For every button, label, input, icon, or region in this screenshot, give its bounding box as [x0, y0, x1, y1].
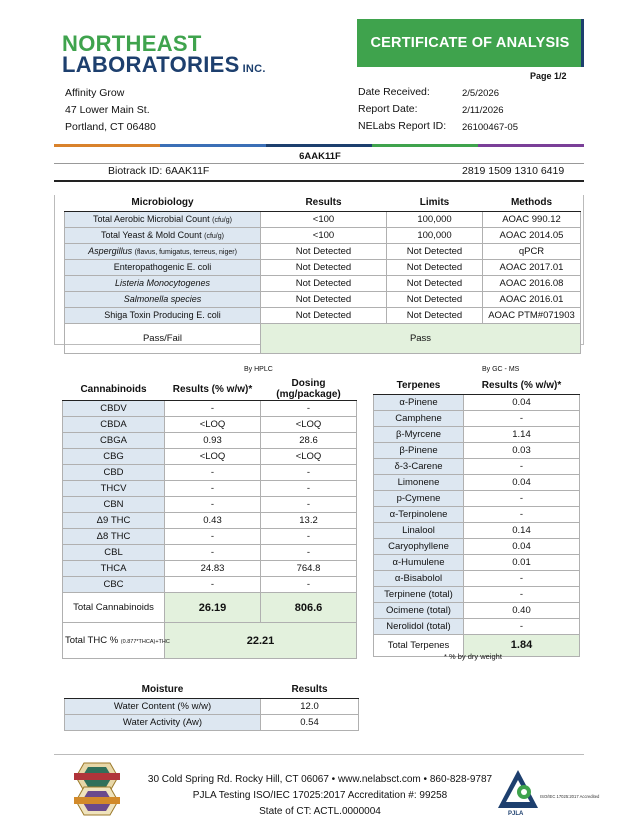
cannabinoid-dosing: - — [261, 545, 357, 561]
divider — [54, 163, 584, 164]
micro-result: Not Detected — [261, 275, 387, 291]
terpene-row — [374, 458, 580, 474]
cannabinoid-name: CBG — [63, 449, 165, 465]
cannabinoid-result: 0.93 — [165, 433, 261, 449]
microbiology-table — [64, 195, 581, 354]
biotrack-label: Biotrack ID: — [108, 165, 163, 177]
terpene-name: α-Pinene — [374, 394, 464, 410]
client-address-line2: Portland, CT 06480 — [65, 121, 156, 133]
micro-row — [65, 291, 581, 307]
cannabinoid-result: - — [165, 577, 261, 593]
terp-header-name: Terpenes — [374, 378, 464, 394]
cannabinoid-name: CBC — [63, 577, 165, 593]
canna-header-dosing: Dosing (mg/package) — [261, 378, 357, 401]
micro-test-label: Enteropathogenic E. coli — [113, 262, 212, 272]
biotrack-value: 6AAK11F — [165, 165, 210, 177]
micro-limit: Not Detected — [387, 307, 483, 323]
micro-method: AOAC 2014.05 — [483, 227, 581, 243]
micro-test-label: Total Yeast & Mold Count — [101, 230, 202, 240]
cannabinoid-name: CBDA — [63, 417, 165, 433]
cannabinoid-row — [63, 561, 357, 577]
micro-result: Not Detected — [261, 243, 387, 259]
page-number: Page 1/2 — [530, 71, 567, 81]
hplc-note: By HPLC — [244, 366, 273, 373]
pjla-logo-icon — [494, 768, 600, 817]
micro-method: AOAC 2017.01 — [483, 259, 581, 275]
micro-header-methods: Methods — [483, 195, 581, 211]
cannabinoid-dosing: <LOQ — [261, 449, 357, 465]
dry-weight-note: * % by dry weight — [444, 652, 502, 661]
micro-limit: Not Detected — [387, 291, 483, 307]
cannabinoid-result: - — [165, 465, 261, 481]
total-cannabinoids-label: Total Cannabinoids — [63, 593, 165, 623]
cannabinoid-dosing: - — [261, 401, 357, 417]
cannabinoid-row — [63, 577, 357, 593]
terpene-result: 0.04 — [464, 394, 580, 410]
cannabinoid-name: THCA — [63, 561, 165, 577]
micro-limit: 100,000 — [387, 227, 483, 243]
terpene-row — [374, 410, 580, 426]
micro-test-unit: (cfu/g) — [212, 217, 232, 224]
micro-test-name — [65, 291, 261, 307]
micro-test-label: Shiga Toxin Producing E. coli — [104, 310, 221, 320]
micro-row — [65, 307, 581, 323]
terpene-result: - — [464, 458, 580, 474]
moisture-header-name: Moisture — [65, 682, 261, 698]
cannabinoid-dosing: 13.2 — [261, 513, 357, 529]
micro-row — [65, 275, 581, 291]
report-meta-labels — [358, 84, 446, 135]
terpene-name: p-Cymene — [374, 490, 464, 506]
micro-result: Not Detected — [261, 291, 387, 307]
moisture-table — [64, 682, 359, 731]
total-cannabinoids-result: 26.19 — [165, 593, 261, 623]
cannabinoid-name: CBGA — [63, 433, 165, 449]
total-terpenes-value: 1.84 — [464, 634, 580, 656]
cannabinoid-name: Δ8 THC — [63, 529, 165, 545]
total-thc-value: 22.21 — [165, 623, 357, 659]
cannabinoid-dosing: - — [261, 497, 357, 513]
micro-limit: Not Detected — [387, 259, 483, 275]
cannabinoid-result: 0.43 — [165, 513, 261, 529]
iso-text: ISO/IEC 17025:2017 Accredited — [540, 794, 600, 799]
cannabinoid-name: CBL — [63, 545, 165, 561]
micro-header-results: Results — [261, 195, 387, 211]
micro-row — [65, 227, 581, 243]
cannabinoid-row — [63, 481, 357, 497]
biotrack-id — [108, 165, 209, 177]
micro-test-label: Listeria Monocytogenes — [114, 278, 211, 288]
cannabinoid-dosing: - — [261, 481, 357, 497]
terpene-name: α-Humulene — [374, 554, 464, 570]
title-edge-accent — [581, 19, 584, 67]
terpene-row — [374, 570, 580, 586]
passfail-row — [65, 323, 581, 353]
terpene-row — [374, 522, 580, 538]
terpene-name: Linalool — [374, 522, 464, 538]
terpene-row — [374, 554, 580, 570]
cannabinoid-dosing: 764.8 — [261, 561, 357, 577]
terpene-row — [374, 602, 580, 618]
micro-test-label: Salmonella species — [123, 294, 202, 304]
canna-header-name: Cannabinoids — [63, 378, 165, 401]
micro-test-name — [65, 259, 261, 275]
micro-method: AOAC 2016.08 — [483, 275, 581, 291]
terpene-result: - — [464, 490, 580, 506]
terpene-name: β-Pinene — [374, 442, 464, 458]
terpene-name: Caryophyllene — [374, 538, 464, 554]
logo-laboratories: LABORATORIES — [62, 52, 240, 77]
micro-method: AOAC 2016.01 — [483, 291, 581, 307]
terpene-name: Nerolidol (total) — [374, 618, 464, 634]
micro-test-unit: (cfu/g) — [204, 233, 224, 240]
micro-test-name — [65, 243, 261, 259]
cannabinoid-dosing: - — [261, 465, 357, 481]
client-address-block — [65, 85, 156, 136]
report-date-value: 2/11/2026 — [462, 105, 504, 116]
footer-state-license: State of CT: ACTL.0000004 — [259, 806, 381, 817]
terpene-row — [374, 506, 580, 522]
terpene-result: 0.04 — [464, 474, 580, 490]
cannabinoid-dosing: - — [261, 529, 357, 545]
terpene-row — [374, 490, 580, 506]
terpene-row — [374, 442, 580, 458]
terpene-row — [374, 586, 580, 602]
report-meta-values — [462, 85, 518, 136]
micro-test-name — [65, 275, 261, 291]
moisture-name: Water Content (% w/w) — [65, 698, 261, 714]
terpene-result: - — [464, 570, 580, 586]
cannabinoid-result: <LOQ — [165, 449, 261, 465]
micro-result: <100 — [261, 227, 387, 243]
cannabinoid-name: Δ9 THC — [63, 513, 165, 529]
terpene-name: α-Bisabolol — [374, 570, 464, 586]
micro-row — [65, 243, 581, 259]
micro-method: AOAC PTM#071903 — [483, 307, 581, 323]
micro-test-name — [65, 211, 261, 227]
terpene-name: Limonene — [374, 474, 464, 490]
cannabinoid-name: CBN — [63, 497, 165, 513]
cannabinoid-result: 24.83 — [165, 561, 261, 577]
total-thc-label: Total THC % — [65, 635, 119, 646]
cannabinoid-result: - — [165, 529, 261, 545]
date-received-label: Date Received: — [358, 86, 430, 98]
micro-test-name — [65, 307, 261, 323]
cannabinoid-name: CBD — [63, 465, 165, 481]
terpene-result: - — [464, 410, 580, 426]
micro-test-label: Total Aerobic Microbial Count — [93, 214, 210, 224]
pjla-text: PJLA — [508, 811, 524, 817]
terpene-result: 0.04 — [464, 538, 580, 554]
micro-limit: Not Detected — [387, 275, 483, 291]
client-name: Affinity Grow — [65, 87, 125, 99]
divider — [54, 180, 584, 182]
footer-address: 30 Cold Spring Rd. Rocky Hill, CT 06067 • www.nelabsct.com • 860-828-9787 — [147, 774, 493, 785]
micro-result: <100 — [261, 211, 387, 227]
terpene-name: Terpinene (total) — [374, 586, 464, 602]
client-address-line1: 47 Lower Main St. — [65, 104, 150, 116]
terpene-name: β-Myrcene — [374, 426, 464, 442]
micro-test-name — [65, 227, 261, 243]
logo-inc: INC. — [242, 63, 266, 75]
company-logo-top: NORTHEAST — [62, 31, 202, 56]
terpene-name: Ocimene (total) — [374, 602, 464, 618]
micro-test-unit: (flavus, fumigatus, terreus, niger) — [134, 249, 237, 256]
micro-test-label: Aspergillus — [88, 246, 133, 256]
terpene-result: 0.14 — [464, 522, 580, 538]
cannabinoids-table — [62, 378, 357, 659]
terpene-name: Camphene — [374, 410, 464, 426]
terpene-row — [374, 394, 580, 410]
footer-accreditation: PJLA Testing ISO/IEC 17025:2017 Accreditation #: 99258 — [192, 790, 448, 801]
cannabinoid-dosing: - — [261, 577, 357, 593]
terpene-result: - — [464, 618, 580, 634]
terpene-row — [374, 474, 580, 490]
total-thc-formula: (0.877*THCA)+THC — [120, 639, 170, 645]
certificate-title: CERTIFICATE OF ANALYSIS — [357, 19, 583, 67]
passfail-value: Pass — [261, 323, 581, 353]
micro-limit: Not Detected — [387, 243, 483, 259]
total-terpenes-label: Total Terpenes — [374, 634, 464, 656]
micro-result: Not Detected — [261, 307, 387, 323]
gcms-note: By GC - MS — [482, 366, 520, 373]
cannabinoid-row — [63, 497, 357, 513]
company-logo-bottom — [62, 52, 266, 82]
micro-header-name: Microbiology — [65, 195, 261, 211]
cannabinoid-result: - — [165, 481, 261, 497]
terpene-result: 0.01 — [464, 554, 580, 570]
terpene-result: - — [464, 506, 580, 522]
color-divider — [54, 144, 584, 147]
micro-row — [65, 259, 581, 275]
cannabinoid-row — [63, 417, 357, 433]
cannabinoid-row — [63, 545, 357, 561]
micro-method: AOAC 990.12 — [483, 211, 581, 227]
report-date-label: Report Date: — [358, 103, 418, 115]
moisture-row — [65, 698, 359, 714]
terpene-row — [374, 538, 580, 554]
micro-result: Not Detected — [261, 259, 387, 275]
micro-row — [65, 211, 581, 227]
cannabinoid-row — [63, 465, 357, 481]
passfail-label: Pass/Fail — [65, 323, 261, 353]
report-id-label: NELabs Report ID: — [358, 120, 447, 132]
terpene-result: 0.40 — [464, 602, 580, 618]
moisture-row — [65, 714, 359, 730]
terpene-name: δ-3-Carene — [374, 458, 464, 474]
terpene-name: α-Terpinolene — [374, 506, 464, 522]
total-cannabinoids-dosing: 806.6 — [261, 593, 357, 623]
micro-method: qPCR — [483, 243, 581, 259]
cannabinoid-name: THCV — [63, 481, 165, 497]
footer-divider — [54, 754, 584, 755]
terpene-result: 1.14 — [464, 426, 580, 442]
cannabinoid-name: CBDV — [63, 401, 165, 417]
terpene-result: - — [464, 586, 580, 602]
cannabinoid-result: - — [165, 401, 261, 417]
moisture-name: Water Activity (Aw) — [65, 714, 261, 730]
cannabinoid-result: - — [165, 545, 261, 561]
micro-limit: 100,000 — [387, 211, 483, 227]
terpene-row — [374, 426, 580, 442]
cannabinoid-result: <LOQ — [165, 417, 261, 433]
terpene-result: 0.03 — [464, 442, 580, 458]
cannabinoid-result: - — [165, 497, 261, 513]
moisture-result: 12.0 — [261, 698, 359, 714]
date-received-value: 2/5/2026 — [462, 88, 499, 99]
canna-header-results: Results (% w/w)* — [165, 378, 261, 401]
moisture-result: 0.54 — [261, 714, 359, 730]
cannabinoid-row — [63, 433, 357, 449]
sample-id: 6AAK11F — [299, 151, 341, 162]
cannabinoid-dosing: 28.6 — [261, 433, 357, 449]
terpenes-table — [373, 378, 580, 657]
terpene-row — [374, 618, 580, 634]
terp-header-results: Results (% w/w)* — [464, 378, 580, 394]
cannabinoid-row — [63, 401, 357, 417]
cannabinoid-row — [63, 513, 357, 529]
cannabinoid-dosing: <LOQ — [261, 417, 357, 433]
report-id-value: 26100467-05 — [462, 122, 518, 133]
biotrack-number: 2819 1509 1310 6419 — [462, 165, 565, 177]
total-thc-label-cell — [63, 623, 170, 659]
moisture-header-results: Results — [261, 682, 359, 698]
cannabinoid-row — [63, 449, 357, 465]
micro-header-limits: Limits — [387, 195, 483, 211]
cannabinoid-row — [63, 529, 357, 545]
